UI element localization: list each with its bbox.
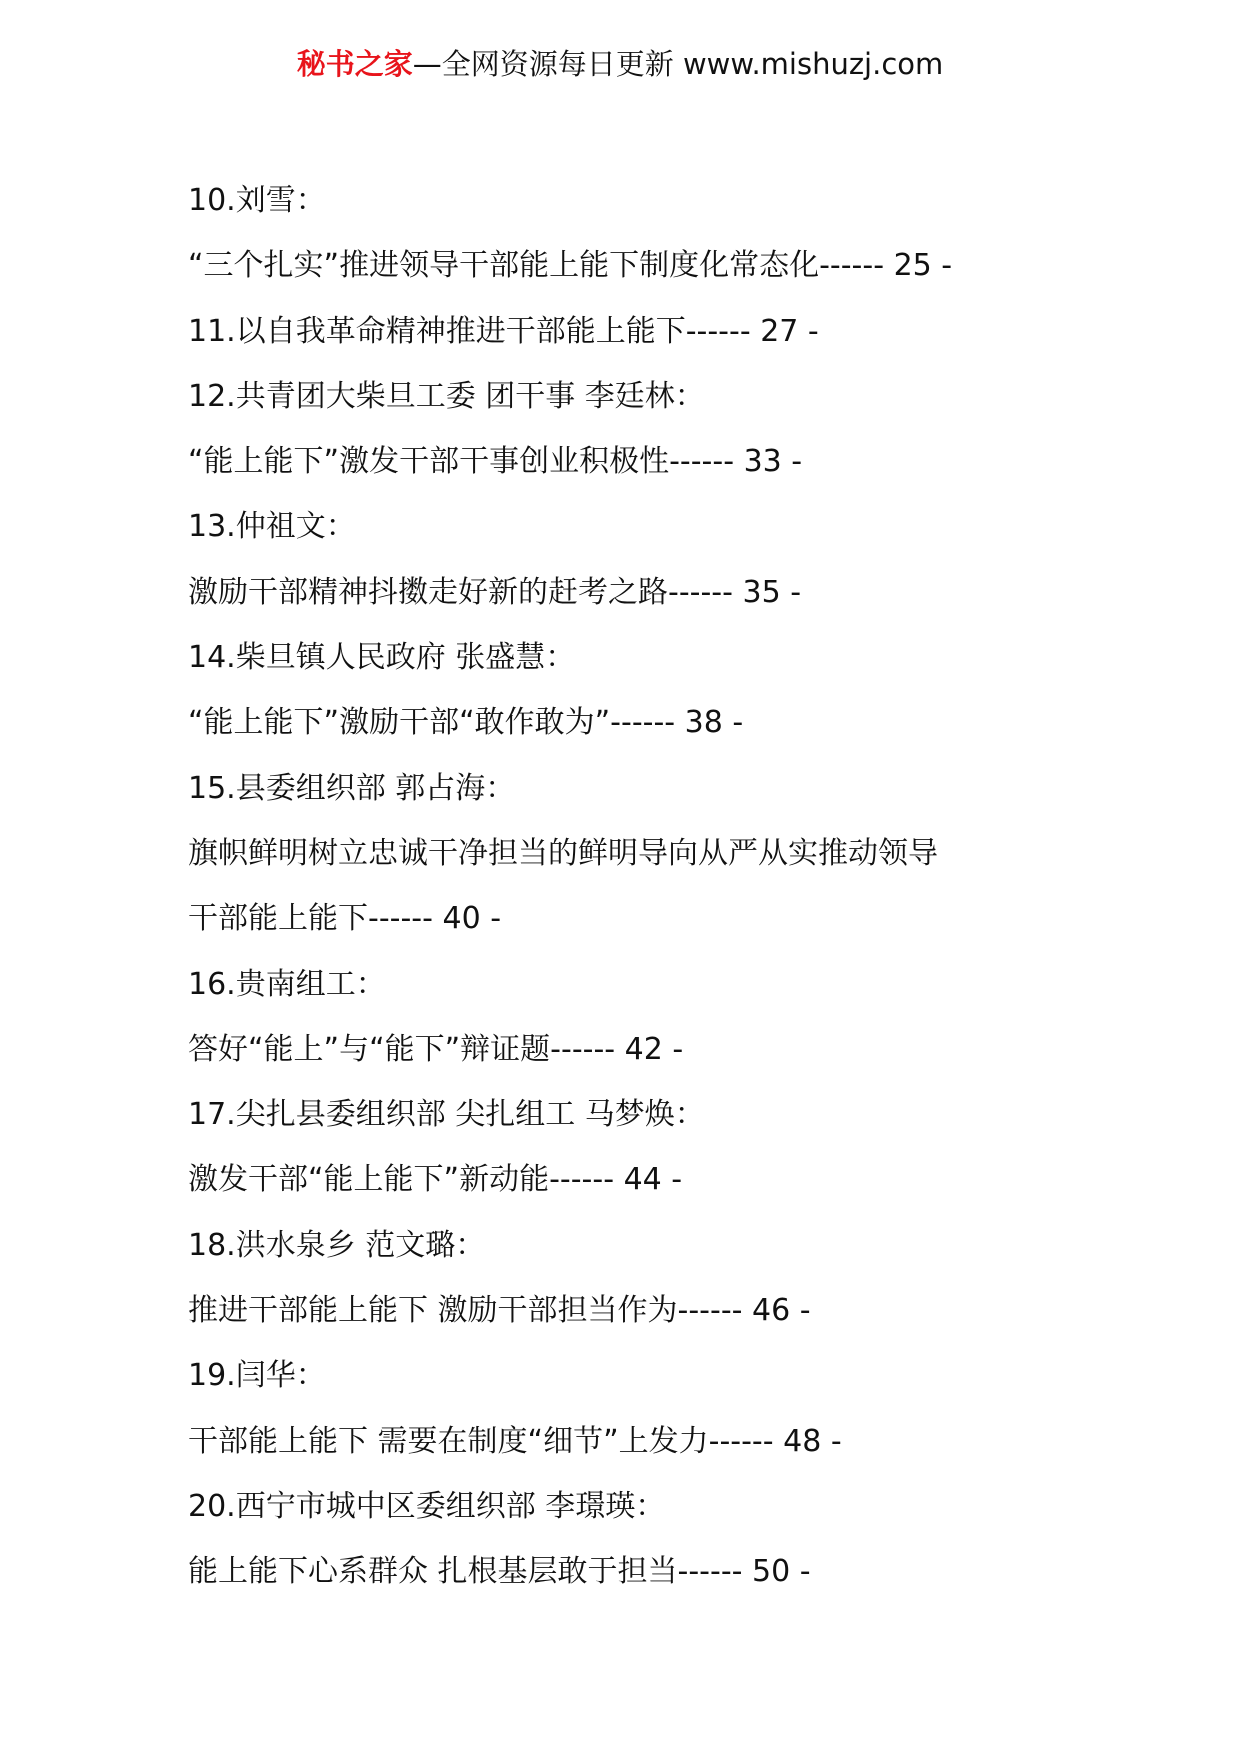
toc-line: 推进干部能上能下 激励干部担当作为------ 46 - xyxy=(188,1293,811,1329)
site-tagline: —全网资源每日更新 www.mishuzj.com xyxy=(412,47,944,81)
toc-line: 答好“能上”与“能下”辩证题------ 42 - xyxy=(188,1031,684,1067)
toc-line: “能上能下”激发干部干事创业积极性------ 33 - xyxy=(188,444,803,480)
toc-line: 19.闫华： xyxy=(188,1358,326,1394)
toc-line: 激励干部精神抖擞走好新的赶考之路------ 35 - xyxy=(188,574,802,610)
toc-line: 10.刘雪： xyxy=(188,183,326,218)
page-header xyxy=(0,44,1240,84)
toc-line: 旗帜鲜明树立忠诚干净担当的鲜明导向从严从实推动领导 xyxy=(188,835,938,871)
toc-line: 20.西宁市城中区委组织部 李璟瑛： xyxy=(188,1488,666,1524)
toc-line: 17.尖扎县委组织部 尖扎组工 马梦焕： xyxy=(188,1097,705,1133)
site-brand: 秘书之家 xyxy=(296,47,413,81)
toc-line: 激发干部“能上能下”新动能------ 44 - xyxy=(188,1162,683,1198)
toc-line: 能上能下心系群众 扎根基层敢于担当------ 50 - xyxy=(188,1554,811,1590)
toc-line: “能上能下”激励干部“敢作敢为”------ 38 - xyxy=(188,705,744,741)
toc-line: 干部能上能下------ 40 - xyxy=(188,901,502,937)
toc-line: 15.县委组织部 郭占海： xyxy=(188,770,516,806)
toc-line: 干部能上能下 需要在制度“细节”上发力------ 48 - xyxy=(188,1423,842,1459)
toc-line: 14.柴旦镇人民政府 张盛慧： xyxy=(188,640,576,676)
toc-line: 16.贵南组工： xyxy=(188,966,386,1002)
toc-line: “三个扎实”推进领导干部能上能下制度化常态化------ 25 - xyxy=(188,248,953,284)
table-of-contents xyxy=(188,168,1088,1605)
toc-line: 12.共青团大柴旦工委 团干事 李廷林： xyxy=(188,378,705,414)
toc-line: 13.仲祖文： xyxy=(188,509,356,545)
toc-line: 11.以自我革命精神推进干部能上能下------ 27 - xyxy=(188,313,819,349)
toc-line: 18.洪水泉乡 范文璐： xyxy=(188,1227,486,1263)
